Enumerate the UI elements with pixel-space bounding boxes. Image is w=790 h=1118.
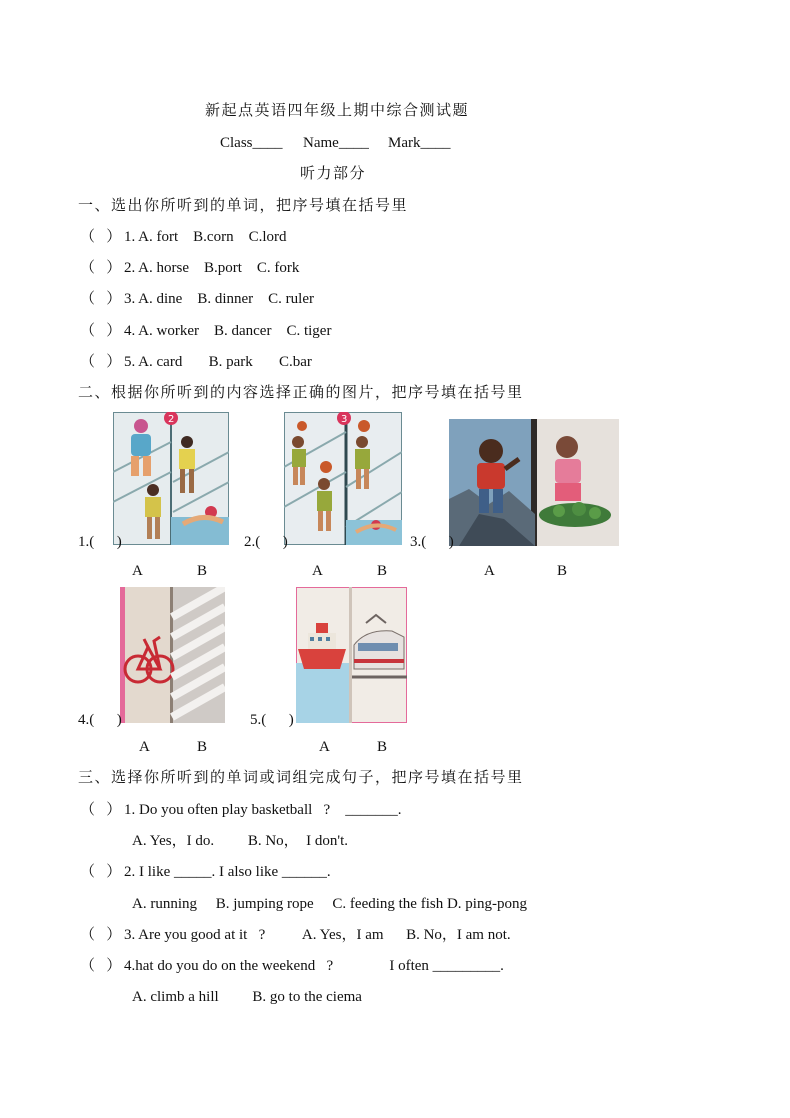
mark-field: Mark____ [388,135,451,151]
part3-heading: 三、选择你所听到的单词或词组完成句子，把序号填在括号里 [78,770,524,786]
picture-3-climbing-planting [449,419,619,546]
part1-item-3: 3. A. dine B. dinner C. ruler [124,291,314,307]
picture-3-option-a: A [484,563,495,579]
picture-5-option-b: B [377,739,388,755]
part3-question-2: 2. I like _____. I also like ______. [124,864,331,880]
picture-4-option-b: B [197,739,208,755]
part1-bracket-3[interactable]: （ ） [80,291,122,307]
part2-label-4[interactable]: 4.( ) [78,712,122,728]
picture-3-option-b: B [557,563,568,579]
picture-2-option-b: B [377,563,388,579]
part3-options-2: A. running B. jumping rope C. feeding the fish D. ping-pong [132,896,527,912]
picture-1-roller-skating-swimming [113,412,229,545]
part3-options-4: A. climb a hill B. go to the ciema [132,989,362,1005]
part1-bracket-5[interactable]: （ ） [80,354,122,370]
part2-label-1[interactable]: 1.( ) [78,534,122,550]
part3-bracket-3[interactable]: （ ） [80,927,122,943]
picture-2-basketball-swimming [284,412,402,545]
part3-bracket-4[interactable]: （ ） [80,958,122,974]
part3-question-1: 1. Do you often play basketball ? _______. [124,802,402,818]
picture-2-option-a: A [312,563,323,579]
part1-heading: 一、选出你所听到的单词，把序号填在括号里 [78,198,409,214]
part3-options-1: A. Yes，I do. B. No， I don't. [132,833,349,849]
svg-text:2: 2 [168,414,175,425]
part1-bracket-2[interactable]: （ ） [80,260,122,276]
name-field: Name____ [303,135,369,151]
part2-label-2[interactable]: 2.( ) [244,534,288,550]
class-field: Class____ [220,135,283,151]
svg-text:3: 3 [341,414,348,425]
part1-item-5: 5. A. card B. park C.bar [124,354,312,370]
picture-4-bicycle-crosswalk [120,587,225,723]
part3-question-4: 4.hat do you do on the weekend ? I often _________. [124,958,504,974]
picture-4-option-a: A [139,739,150,755]
part1-item-1: 1. A. fort B.corn C.lord [124,229,287,245]
part1-bracket-1[interactable]: （ ） [80,229,122,245]
part1-bracket-4[interactable]: （ ） [80,323,122,339]
part3-bracket-2[interactable]: （ ） [80,864,122,880]
picture-5-ship-train [296,587,407,723]
part1-item-4: 4. A. worker B. dancer C. tiger [124,323,332,339]
part2-heading: 二、根据你所听到的内容选择正确的图片，把序号填在括号里 [78,385,524,401]
section-listening-heading: 听力部分 [300,166,367,182]
part3-bracket-1[interactable]: （ ） [80,802,122,818]
part2-label-3[interactable]: 3.( ) [410,534,454,550]
document-title: 新起点英语四年级上期中综合测试题 [205,103,470,119]
picture-5-option-a: A [319,739,330,755]
part2-label-5[interactable]: 5.( ) [250,712,294,728]
part1-item-2: 2. A. horse B.port C. fork [124,260,300,276]
part3-question-3: 3. Are you good at it ? A. Yes，I am B. No，I am not. [124,927,511,943]
picture-1-option-b: B [197,563,208,579]
picture-1-option-a: A [132,563,143,579]
